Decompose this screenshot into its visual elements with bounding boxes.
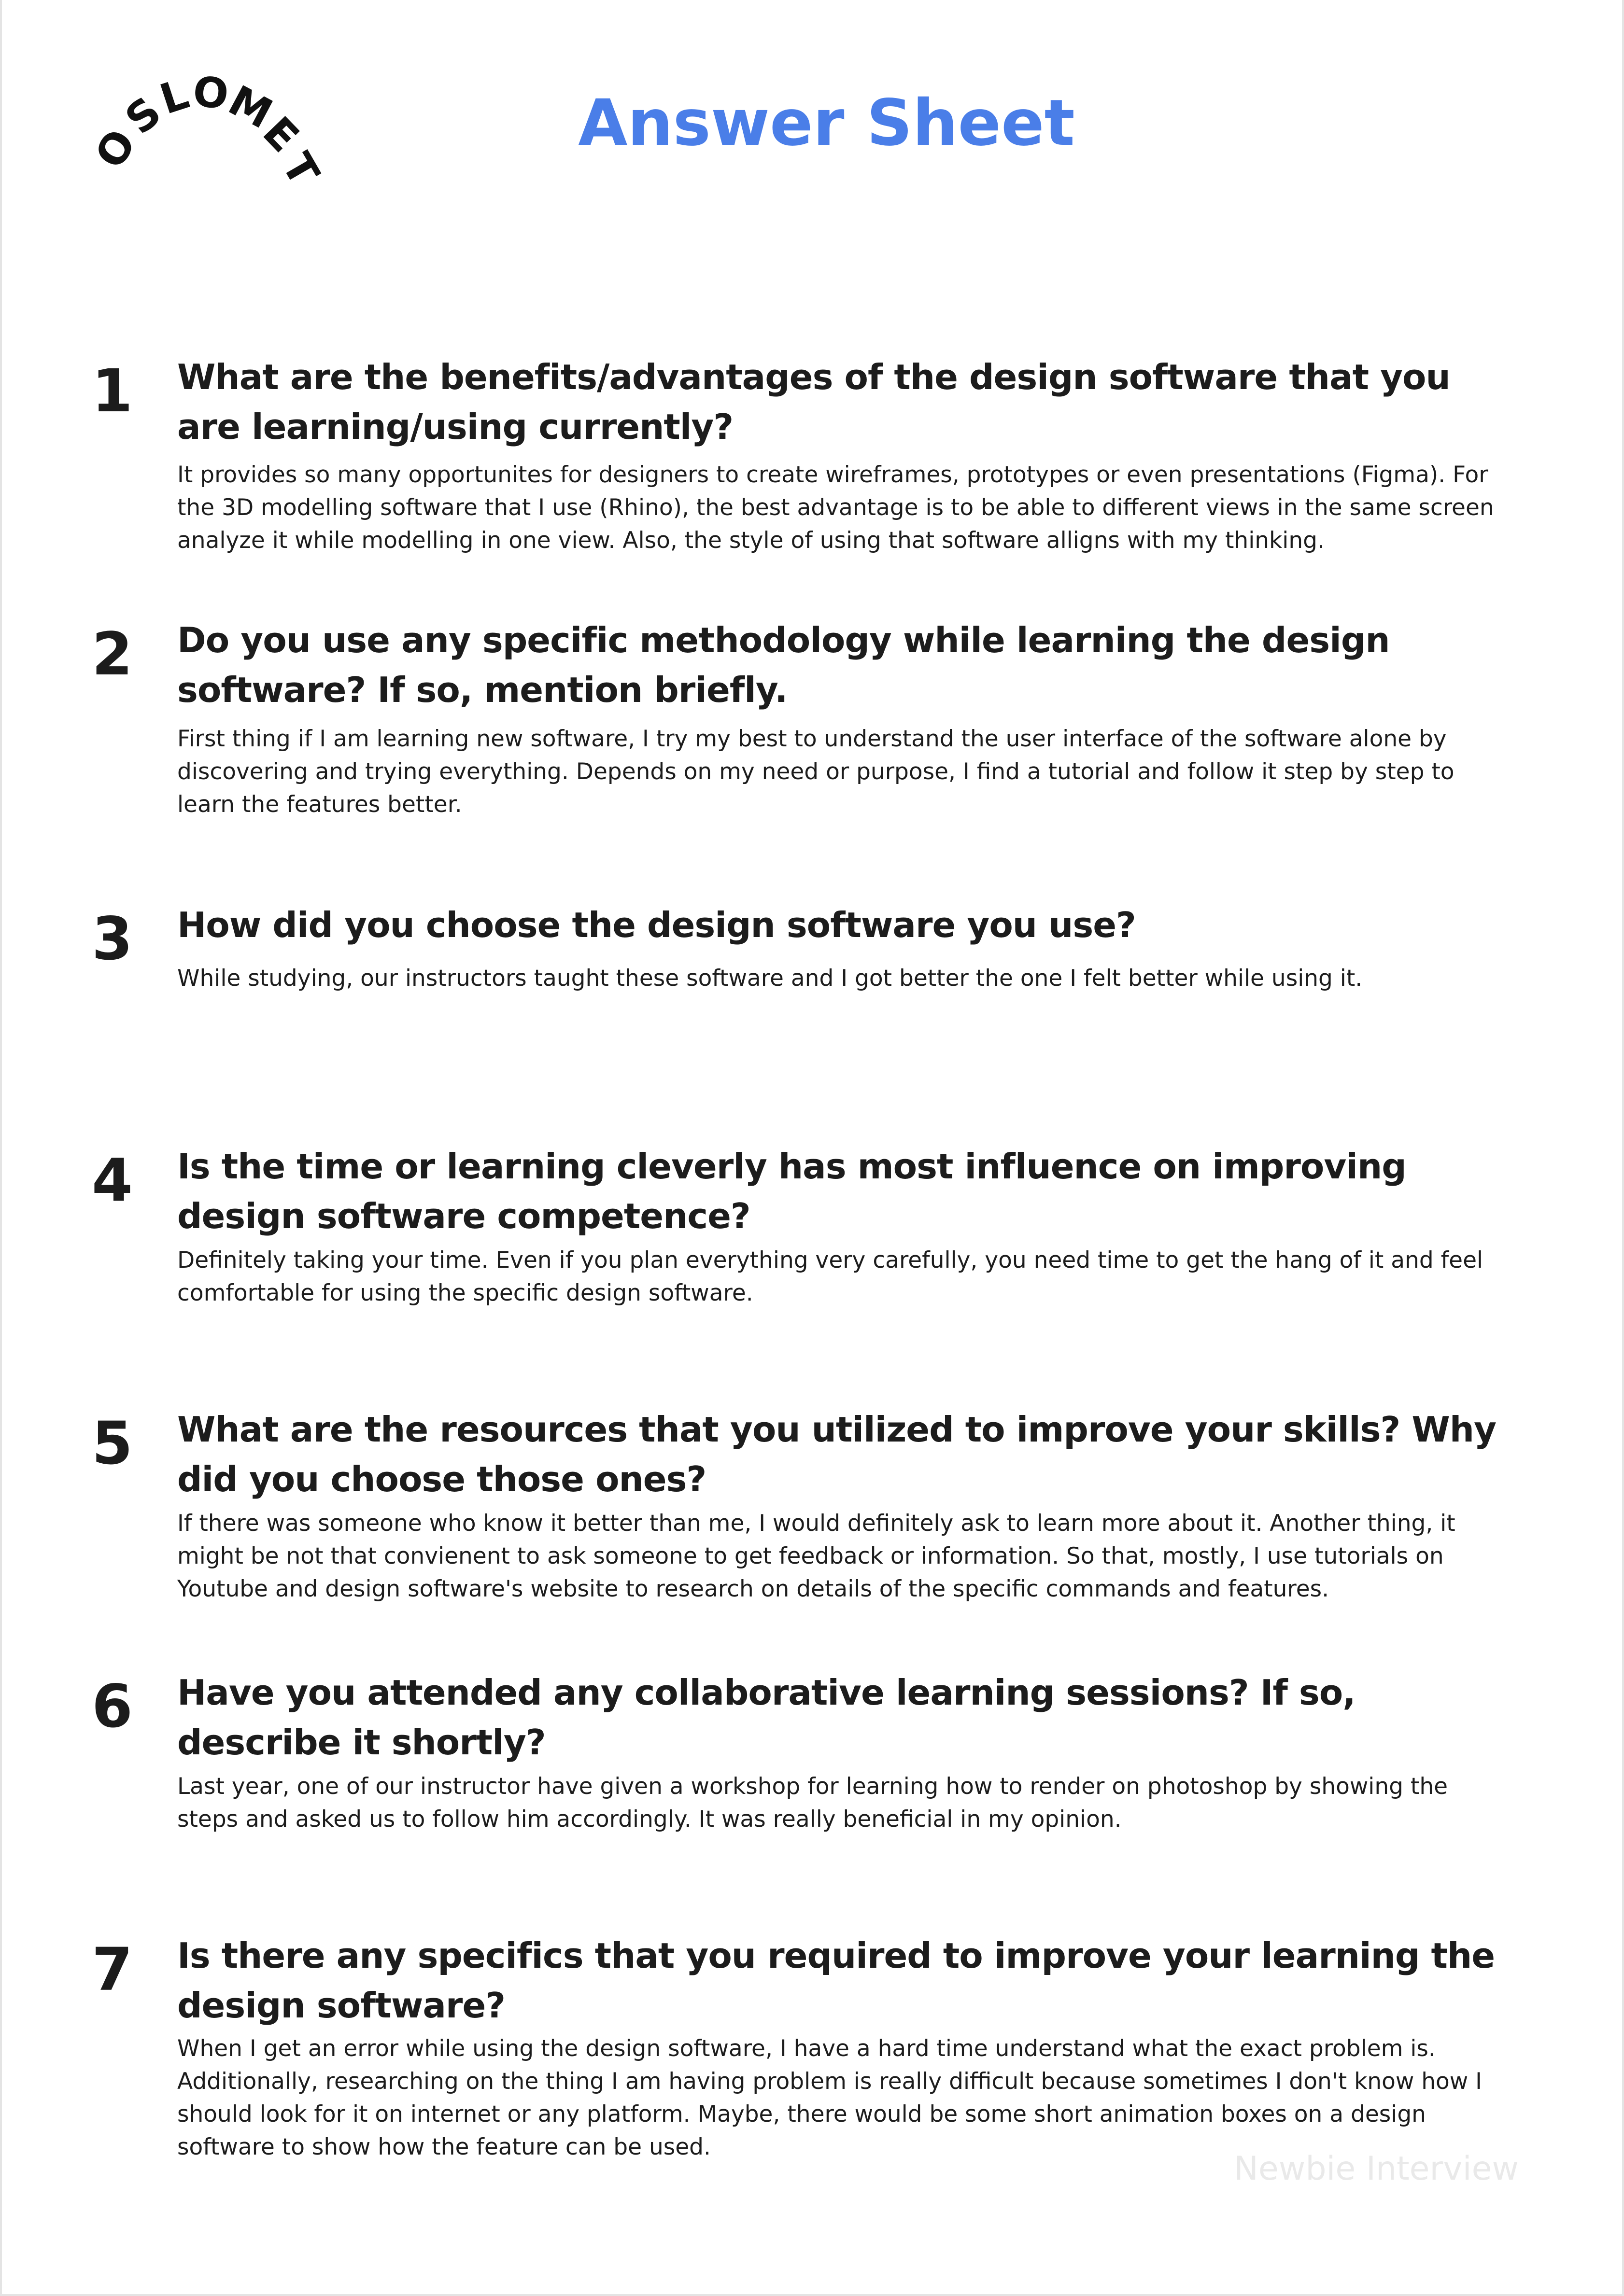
- svg-text:T: T: [272, 145, 328, 194]
- answer-text: Definitely taking your time. Even if you plan everything very carefully, you need time to get the hang of it and feel comfortable for using the specific design software.: [177, 1247, 1483, 1306]
- svg-text:M: M: [221, 76, 280, 139]
- svg-text:S: S: [116, 87, 170, 144]
- question-text: Is the time or learning cleverly has most influence on improving design software competence?: [177, 1146, 1406, 1236]
- svg-text:O: O: [190, 67, 231, 119]
- answer-text: First thing if I am learning new software, I try my best to understand the user interface of the software alone by discovering and trying everything. Depends on my need or purpose, I find a tutorial and follow it step by step to learn the features better.: [177, 726, 1455, 818]
- question-number: 7: [92, 1935, 133, 2004]
- question-number: 4: [92, 1146, 133, 1215]
- question-text: What are the resources that you utilized to improve your skills? Why did you choose those ones?: [177, 1409, 1496, 1499]
- question-text: Do you use any specific methodology while learning the design software? If so, mention briefly.: [177, 620, 1390, 710]
- question-text: Have you attended any collaborative learning sessions? If so, describe it shortly?: [177, 1672, 1356, 1763]
- question-number: 1: [92, 357, 133, 425]
- question-text: Is there any specifics that you required to improve your learning the design software?: [177, 1935, 1495, 2026]
- svg-text:O: O: [86, 121, 146, 177]
- answer-text: While studying, our instructors taught these software and I got better the one I felt better while using it.: [177, 965, 1363, 992]
- answer-text: It provides so many opportunites for designers to create wireframes, prototypes or even presentations (Figma). For the 3D modelling software that I use (Rhino), the best advantage is to be able to different views in the same screen analyze it while modelling in one view. Also, the style of using that software alligns with my thinking.: [177, 462, 1494, 554]
- question-number: 3: [92, 905, 133, 973]
- answer-text: When I get an error while using the design software, I have a hard time understand what the exact problem is. Additionally, researching on the thing I am having problem is really difficult because sometimes I don't know how I should look for it on internet or any platform. Maybe, there would be some short animation boxes on a design software to show how the feature can be used.: [177, 2035, 1483, 2160]
- question-number: 6: [92, 1672, 133, 1741]
- question-number: 5: [92, 1409, 133, 1478]
- question-text: How did you choose the design software you use?: [177, 905, 1136, 945]
- svg-text:L: L: [154, 70, 195, 124]
- page-title: Answer Sheet: [578, 86, 1075, 160]
- watermark: Newbie Interview: [1234, 2150, 1519, 2188]
- answer-text: Last year, one of our instructor have given a workshop for learning how to render on photoshop by showing the steps and asked us to follow him accordingly. It was really beneficial in my opinion.: [177, 1773, 1448, 1833]
- question-text: What are the benefits/advantages of the design software that you are learning/using currently?: [177, 357, 1450, 447]
- svg-text:E: E: [253, 108, 308, 162]
- question-number: 2: [92, 620, 133, 688]
- answer-text: If there was someone who know it better than me, I would definitely ask to learn more about it. Another thing, it might be not that convienent to ask someone to get feedback or information. So that, mostly, I use tutorials on Youtube and design software's website to research on details of the specific commands and features.: [177, 1510, 1455, 1602]
